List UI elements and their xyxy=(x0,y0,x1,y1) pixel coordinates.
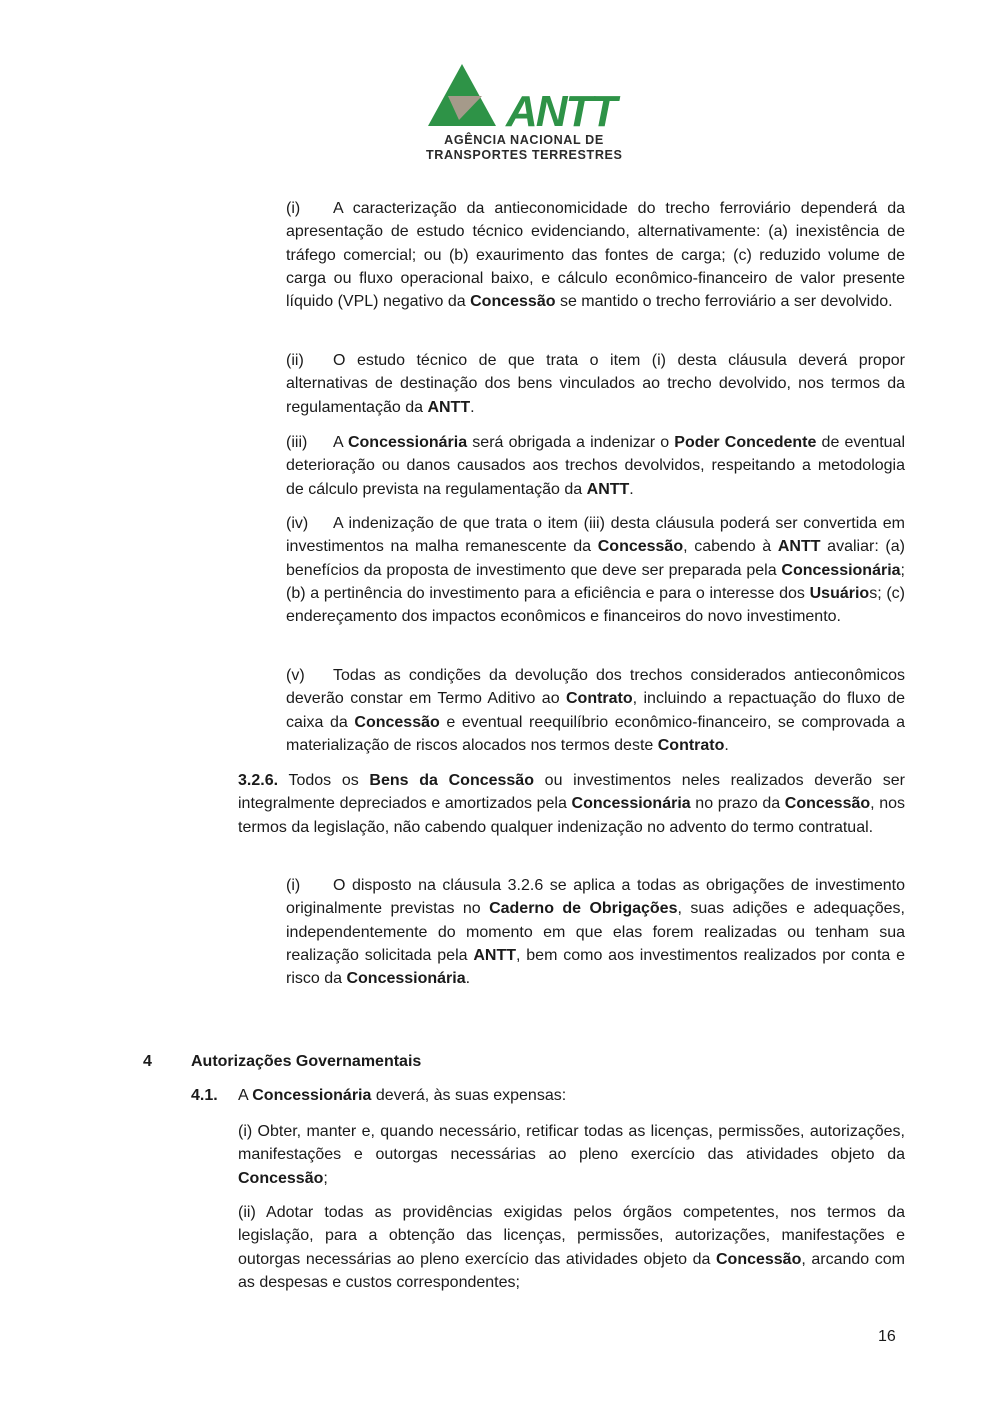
logo-subtitle-line1: AGÊNCIA NACIONAL DE xyxy=(444,133,604,147)
item-number: (iv) xyxy=(286,515,309,532)
page-number: 16 xyxy=(878,1328,896,1345)
item-ii xyxy=(286,349,905,419)
item-text: A indenização de que trata o item (iii) desta cláusula poderá ser convertida em investimentos na malha remanescente da xyxy=(286,515,905,556)
item-text: , cabendo à xyxy=(683,538,778,556)
logo-subtitle-line2: TRANSPORTES TERRESTRES xyxy=(426,148,623,162)
item-text: O disposto na cláusula 3.2.6 se aplica a todas as obrigações de investimento originalmente previstas no xyxy=(286,877,905,918)
clause-bold-term: Concessionária xyxy=(252,1087,372,1104)
item-text: . xyxy=(465,970,471,988)
item-text: . xyxy=(470,398,475,416)
antt-logo-mark xyxy=(426,62,622,130)
item-text: . xyxy=(724,736,729,754)
item-bold-term: Concessão xyxy=(715,1250,802,1268)
item-text: (i) Obter, manter e, quando necessário, retificar todas as licenças, permissões, autorizações, manifestações e outorgas necessárias ao pleno exercício das atividades objeto da xyxy=(238,1123,905,1164)
clause-text: A xyxy=(238,1087,253,1104)
antt-logo xyxy=(426,62,622,164)
item-bold-term: ANTT xyxy=(586,480,630,498)
item-bold-term: Concessionária xyxy=(347,434,468,451)
item-bold-term: Concessão xyxy=(238,1169,324,1187)
item-bold-term: Usuário xyxy=(809,584,870,602)
item-iii xyxy=(286,431,905,501)
item-bold-term: Concessão xyxy=(597,538,684,556)
item-v xyxy=(286,664,905,757)
item-text: ; xyxy=(323,1169,328,1187)
item-number: (ii) xyxy=(286,352,304,369)
item-text: avaliar: (a) benefícios da proposta de investimento que deve ser preparada pela xyxy=(286,538,905,579)
clause-text: deverá, às suas expensas: xyxy=(371,1087,567,1104)
clause-text: Todos os xyxy=(278,772,370,789)
clause-text: ou investimentos neles realizados deverão ser integralmente depreciados e amortizados pela xyxy=(238,772,905,813)
item-bold-term: Concessão xyxy=(354,713,440,731)
item-text: , suas adições e adequações, independentemente do momento em que elas forem realizadas ou tenham sua realização solicitada pela xyxy=(286,900,905,964)
section-4-title: Autorizações Governamentais xyxy=(191,1053,422,1070)
clause-3-2-6-item-i xyxy=(286,874,905,990)
item-text: O estudo técnico de que trata o item (i) desta cláusula deverá propor alternativas de destinação dos bens vinculados ao trecho devolvido, nos termos da regulamentação da xyxy=(286,352,905,416)
item-bold-term: ANTT xyxy=(473,946,517,964)
item-text: e eventual reequilíbrio econômico-financeiro, se comprovada a materialização de riscos alocados nos termos deste xyxy=(286,713,905,754)
item-text: , arcando com as despesas e custos correspondentes; xyxy=(238,1250,905,1291)
clause-text: , nos termos da legislação, não cabendo qualquer indenização no advento do termo contratual. xyxy=(238,795,906,836)
item-text: s; (c) endereçamento dos impactos econômicos e financeiros do novo investimento. xyxy=(286,584,906,626)
item-number: (iii) xyxy=(286,434,308,451)
item-bold-term: Concessionária xyxy=(346,970,466,988)
logo-wordmark: ANTT xyxy=(506,87,616,130)
section-4-number: 4 xyxy=(143,1053,152,1070)
clause-4-1-item-i xyxy=(238,1120,905,1190)
item-bold-term: ANTT xyxy=(427,398,471,416)
item-number: (i) xyxy=(286,200,301,217)
item-number: (v) xyxy=(286,667,305,684)
clause-bold-term: Bens da Concessão xyxy=(369,772,534,789)
clause-3-2-6 xyxy=(238,769,905,839)
item-text: será obrigada a indenizar o xyxy=(467,434,675,451)
clause-bold-term: Concessão xyxy=(784,795,871,813)
item-text: A xyxy=(333,434,348,451)
item-bold-term: Contrato xyxy=(566,690,633,708)
item-text: A caracterização da antieconomicidade do trecho ferroviário dependerá da apresentação de estudo técnico evidenciando, alternativamente: (a) inexistência de tráfego comercial; ou (b) exaurimento das fontes de carga; (c) reduzido volume de carga ou fluxo operacional baixo, e cálculo econômico-financeiro de valor presente líquido (VPL) negativo da xyxy=(286,200,905,311)
item-bold-term: ANTT xyxy=(777,538,821,556)
item-bold-term: Contrato xyxy=(657,736,725,754)
item-text: (ii) Adotar todas as providências exigidas pelos órgãos competentes, nos termos da legislação, para a obtenção das licenças, permissões, autorizações, manifestações e outorgas necessárias ao pleno exercício das atividades objeto da xyxy=(238,1204,905,1268)
item-bold-term: Concessão xyxy=(470,293,556,311)
item-bold-term: Poder Concedente xyxy=(674,434,817,451)
item-text: se mantido o trecho ferroviário a ser devolvido. xyxy=(555,293,893,311)
item-text: . xyxy=(629,480,634,498)
clause-number: 3.2.6. xyxy=(238,772,279,789)
clause-text: no prazo da xyxy=(690,795,785,813)
item-i xyxy=(286,197,905,313)
item-text: , incluindo a repactuação do fluxo de caixa da xyxy=(286,690,905,731)
item-bold-term: Concessionária xyxy=(781,561,901,579)
item-text: , bem como aos investimentos realizados por conta e risco da xyxy=(286,946,906,988)
item-number: (i) xyxy=(286,877,301,894)
clause-number: 4.1. xyxy=(191,1087,218,1104)
item-bold-term: Caderno de Obrigações xyxy=(489,900,678,918)
clause-4-1 xyxy=(191,1084,905,1107)
clause-bold-term: Concessionária xyxy=(571,795,691,813)
item-text: Todas as condições da devolução dos trechos considerados antieconômicos deverão constar em Termo Aditivo ao xyxy=(286,667,905,708)
item-iv xyxy=(286,512,905,628)
item-text: de eventual deterioração ou danos causados aos trechos devolvidos, respeitando a metodologia de cálculo prevista na regulamentação da xyxy=(286,434,906,498)
item-text: ; (b) a pertinência do investimento para a eficiência e para o interesse dos xyxy=(286,561,905,602)
clause-4-1-item-ii xyxy=(238,1201,905,1294)
